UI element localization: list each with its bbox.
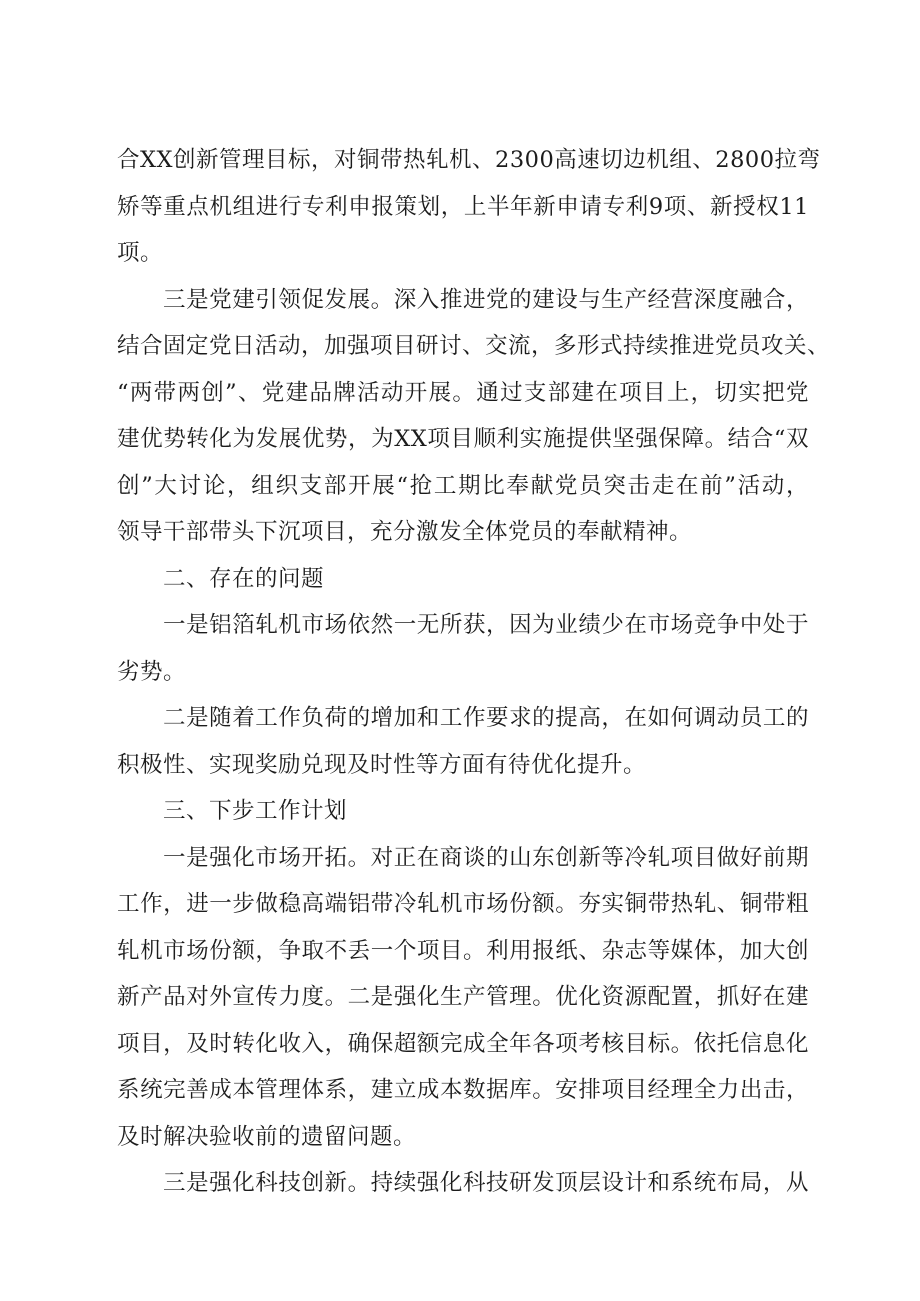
text-line: 矫等重点机组进行专利申报策划，上半年新申请专利9项、新授权11 [117,193,809,220]
text-line: 系统完善成本管理体系，建立成本数据库。安排项目经理全力出击， [117,1077,809,1103]
text-line: 创”大讨论，组织支部开展“抢工期比奉献党员突击走在前”活动， [117,472,809,499]
text-line: 项目，及时转化收入，确保超额完成全年各项考核目标。依托信息化 [117,1030,809,1057]
text-line: 劣势。 [117,658,187,685]
paragraph-party-building [117,277,831,556]
text-line: 结合固定党日活动，加强项目研讨、交流，多形式持续推进党员攻关、 [117,333,831,359]
text-line: 项。 [117,240,164,266]
paragraph-patent [117,137,821,277]
text-line: 积极性、实现奖励兑现及时性等方面有待优化提升。 [117,751,647,778]
text-line: 三是党建引领促发展。深入推进党的建设与生产经营深度融合， [163,286,809,313]
paragraph-market-production [117,835,809,1161]
section-heading-next-steps: 三、下步工作计划 [163,798,348,824]
text-line: 一是强化市场开拓。对正在商谈的山东创新等冷轧项目做好前期 [163,844,809,871]
text-line: 及时解决验收前的遗留问题。 [117,1123,417,1150]
section-heading-problems: 二、存在的问题 [163,565,325,592]
text-line: 三是强化科技创新。持续强化科技研发顶层设计和系统布局，从 [163,1170,809,1196]
paragraph-problem-two [117,695,809,788]
text-line: 合XX创新管理目标，对铜带热轧机、2300高速切边机组、2800拉弯 [117,147,821,173]
paragraph-tech-innovation [117,1160,809,1207]
text-line: 新产品对外宣传力度。二是强化生产管理。优化资源配置，抓好在建 [117,984,809,1010]
document-body [117,137,831,1207]
text-line: 建优势转化为发展优势，为XX项目顺利实施提供坚强保障。结合“双 [117,426,809,452]
text-line: “两带两创”、党建品牌活动开展。通过支部建在项目上，切实把党 [117,379,809,406]
paragraph-problem-one [117,602,809,695]
text-line: 轧机市场份额，争取不丢一个项目。利用报纸、杂志等媒体，加大创 [117,937,809,964]
text-line: 二是随着工作负荷的增加和工作要求的提高，在如何调动员工的 [163,705,809,731]
text-line: 工作，进一步做稳高端铝带冷轧机市场份额。夯实铜带热轧、铜带粗 [117,891,809,917]
text-line: 领导干部带头下沉项目，充分激发全体党员的奉献精神。 [117,519,693,545]
text-line: 一是铝箔轧机市场依然一无所获，因为业绩少在市场竞争中处于 [163,612,809,638]
